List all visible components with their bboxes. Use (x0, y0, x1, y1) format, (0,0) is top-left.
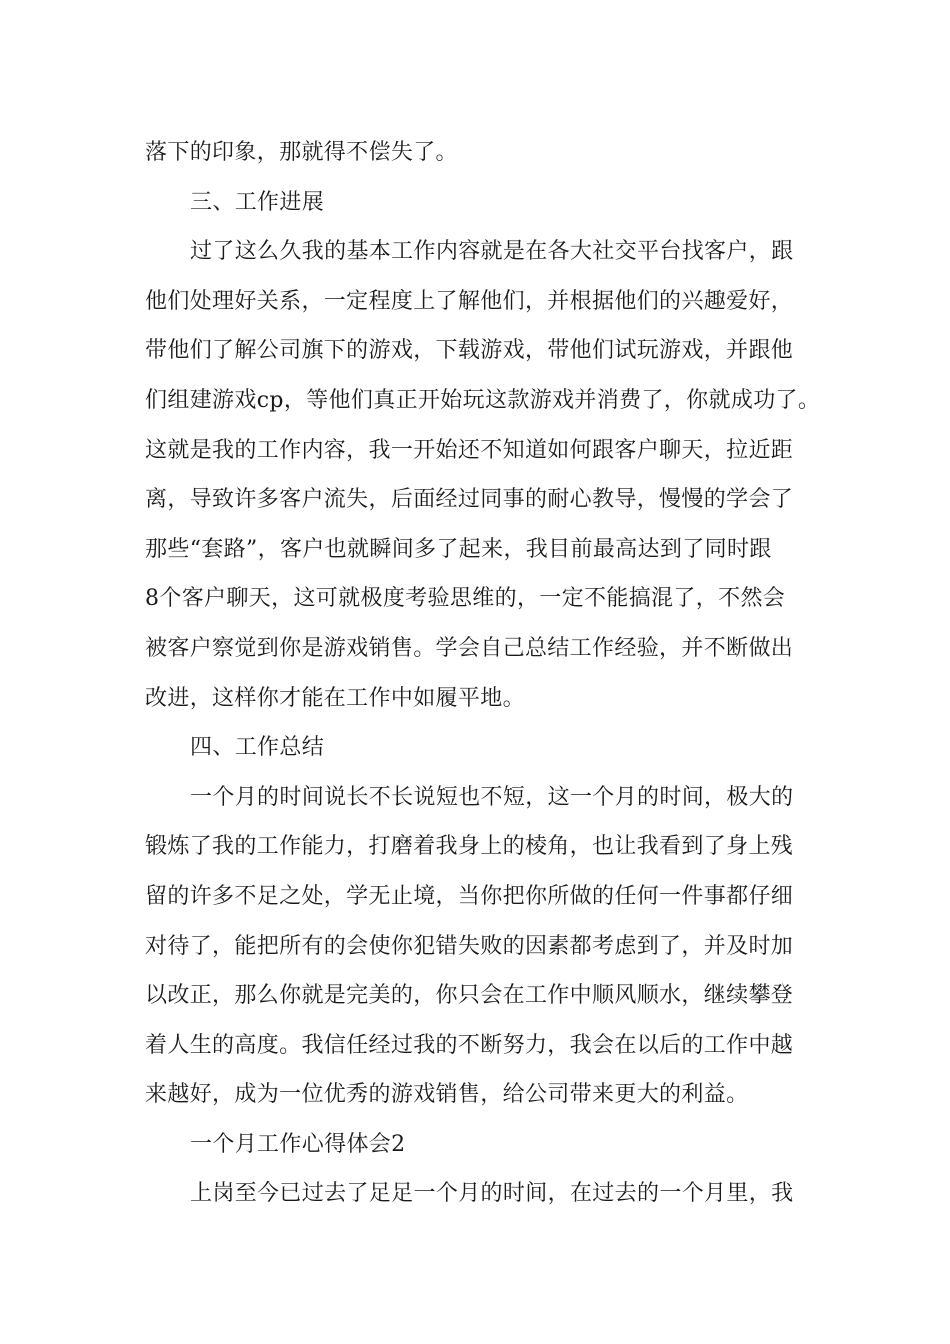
paragraph-line: 过了这么久我的基本工作内容就是在各大社交平台找客户，跟 (190, 239, 794, 265)
article-title: 一个月工作心得体会2 (190, 1131, 406, 1157)
paragraph-line: 锻炼了我的工作能力，打磨着我身上的棱角，也让我看到了身上残 (145, 834, 794, 860)
section-heading-summary: 四、工作总结 (190, 735, 325, 761)
document-body (145, 128, 825, 1219)
paragraph-line: 一个月的时间说长不长说短也不短，这一个月的时间，极大的 (190, 784, 794, 810)
paragraph-line: 这就是我的工作内容，我一开始还不知道如何跟客户聊天，拉近距 (145, 437, 794, 463)
paragraph-line: 8个客户聊天，这可就极度考验思维的，一定不能搞混了，不然会 (145, 586, 786, 612)
paragraph-line: 以改正，那么你就是完美的，你只会在工作中顺风顺水，继续攀登 (145, 983, 794, 1009)
paragraph-line: 着人生的高度。我信任经过我的不断努力，我会在以后的工作中越 (145, 1032, 794, 1058)
paragraph-line: 他们处理好关系，一定程度上了解他们，并根据他们的兴趣爱好， (145, 288, 794, 314)
paragraph-line: 们组建游戏cp，等他们真正开始玩这款游戏并消费了，你就成功了。 (145, 387, 821, 413)
paragraph-line: 上岗至今已过去了足足一个月的时间，在过去的一个月里，我 (190, 1181, 794, 1207)
paragraph-line: 被客户察觉到你是游戏销售。学会自己总结工作经验，并不断做出 (145, 635, 794, 661)
paragraph-line: 来越好，成为一位优秀的游戏销售，给公司带来更大的利益。 (145, 1082, 749, 1108)
section-heading-progress: 三、工作进展 (190, 189, 325, 215)
paragraph-line: 对待了，能把所有的会使你犯错失败的因素都考虑到了，并及时加 (145, 933, 794, 959)
paragraph-line: 落下的印象，那就得不偿失了。 (145, 140, 458, 165)
paragraph-line: 那些“套路”，客户也就瞬间多了起来，我目前最高达到了同时跟 (145, 536, 772, 562)
paragraph-line: 带他们了解公司旗下的游戏，下载游戏，带他们试玩游戏，并跟他 (145, 338, 794, 364)
paragraph-line: 离，导致许多客户流失，后面经过同事的耐心教导，慢慢的学会了 (145, 487, 794, 513)
paragraph-line: 留的许多不足之处，学无止境，当你把你所做的任何一件事都仔细 (145, 883, 794, 909)
paragraph-line: 改进，这样你才能在工作中如履平地。 (145, 685, 525, 711)
